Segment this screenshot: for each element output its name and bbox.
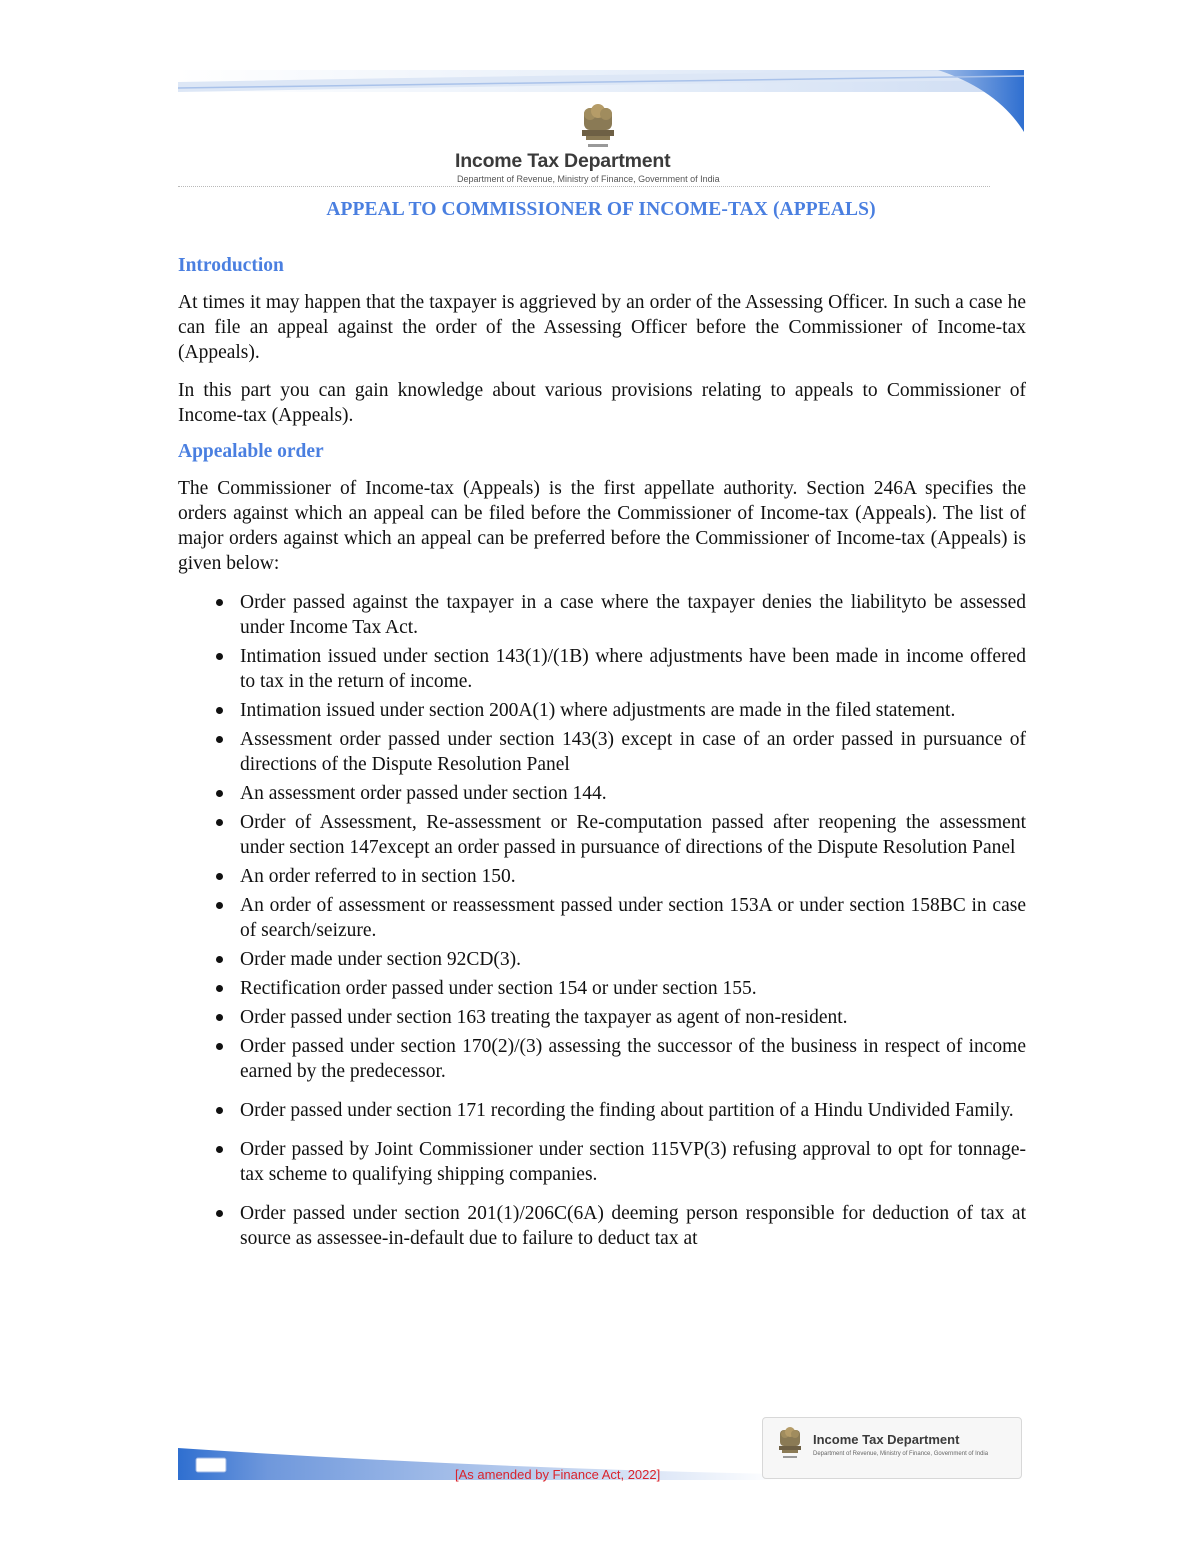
footer-department-name: Income Tax Department (813, 1432, 960, 1447)
list-item: Order passed against the taxpayer in a case where the taxpayer denies the liabilityto be assessed under Income Tax Act. (178, 590, 1026, 640)
list-item: Order passed under section 163 treating the taxpayer as agent of non-resident. (178, 1005, 1026, 1030)
introduction-heading: Introduction (178, 255, 284, 276)
introduction-paragraph: In this part you can gain knowledge about various provisions relating to appeals to Commissioner of Income-tax (Appeals). (178, 380, 1026, 426)
list-item: Order made under section 92CD(3). (178, 947, 1026, 972)
bullet-icon (216, 985, 223, 992)
department-name: Income Tax Department (455, 150, 671, 172)
bullet-icon (216, 653, 223, 660)
list-item: Order passed by Joint Commissioner under section 115VP(3) refusing approval to opt for tonnage-tax scheme to qualifying shipping companies. (178, 1137, 1026, 1187)
introduction-paragraph: At times it may happen that the taxpayer is aggrieved by an order of the Assessing Officer. In such a case he can file an appeal against the order of the Assessing Officer before the Commissioner of Income-tax (Appeals). (178, 292, 1026, 363)
list-item: Order passed under section 170(2)/(3) assessing the successor of the business in respect of income earned by the predecessor. (178, 1034, 1026, 1084)
national-emblem-icon (775, 1426, 805, 1460)
national-emblem-icon (576, 102, 620, 150)
header-divider (178, 186, 990, 187)
list-item: Order passed under section 171 recording the finding about partition of a Hindu Undivided Family. (178, 1098, 1026, 1123)
footer-department-subtitle: Department of Revenue, Ministry of Finance, Government of India (813, 1451, 989, 1457)
bullet-icon (216, 873, 223, 880)
list-item: Intimation issued under section 143(1)/(1B) where adjustments have been made in income offered to tax in the return of income. (178, 644, 1026, 694)
list-item: An assessment order passed under section 144. (178, 781, 1026, 806)
list-item: Order passed under section 201(1)/206C(6A) deeming person responsible for deduction of tax at source as assessee-in-default due to failure to deduct tax at (178, 1201, 1026, 1251)
list-item: Intimation issued under section 200A(1) where adjustments are made in the filed statement. (178, 698, 1026, 723)
list-item: Rectification order passed under section 154 or under section 155. (178, 976, 1026, 1001)
bullet-icon (216, 599, 223, 606)
bullet-icon (216, 1014, 223, 1021)
appealable-orders-list (178, 590, 1026, 1251)
bullet-icon (216, 1146, 223, 1153)
bullet-icon (216, 707, 223, 714)
list-item: Order of Assessment, Re-assessment or Re-computation passed after reopening the assessment under section 147except an order passed in pursuance of directions of the Dispute Resolution Panel (178, 810, 1026, 860)
bullet-icon (216, 956, 223, 963)
department-subtitle: Department of Revenue, Ministry of Finance, Government of India (457, 174, 720, 184)
bullet-icon (216, 902, 223, 909)
list-item: An order referred to in section 150. (178, 864, 1026, 889)
bullet-icon (216, 819, 223, 826)
bullet-icon (216, 736, 223, 743)
document-title: APPEAL TO COMMISSIONER OF INCOME-TAX (APPEALS) (326, 199, 876, 220)
list-item: An order of assessment or reassessment passed under section 153A or under section 158BC in case of search/seizure. (178, 893, 1026, 943)
footer-logo (762, 1417, 1022, 1479)
appealable-order-paragraph: The Commissioner of Income-tax (Appeals) is the first appellate authority. Section 246A specifies the orders against which an appeal can be filed before the Commissioner of Income-tax (Appeals). The list of major orders against which an appeal can be preferred before the Commissioner of Income-tax (Appeals) is given below: (178, 478, 1026, 574)
bullet-icon (216, 1043, 223, 1050)
document-body (178, 254, 1026, 1255)
header-brand (455, 150, 775, 184)
bullet-icon (216, 790, 223, 797)
list-item: Assessment order passed under section 143(3) except in case of an order passed in pursuance of directions of the Dispute Resolution Panel (178, 727, 1026, 777)
bullet-icon (216, 1107, 223, 1114)
appealable-order-heading: Appealable order (178, 441, 324, 462)
amendment-note: [As amended by Finance Act, 2022] (455, 1467, 661, 1482)
bullet-icon (216, 1210, 223, 1217)
